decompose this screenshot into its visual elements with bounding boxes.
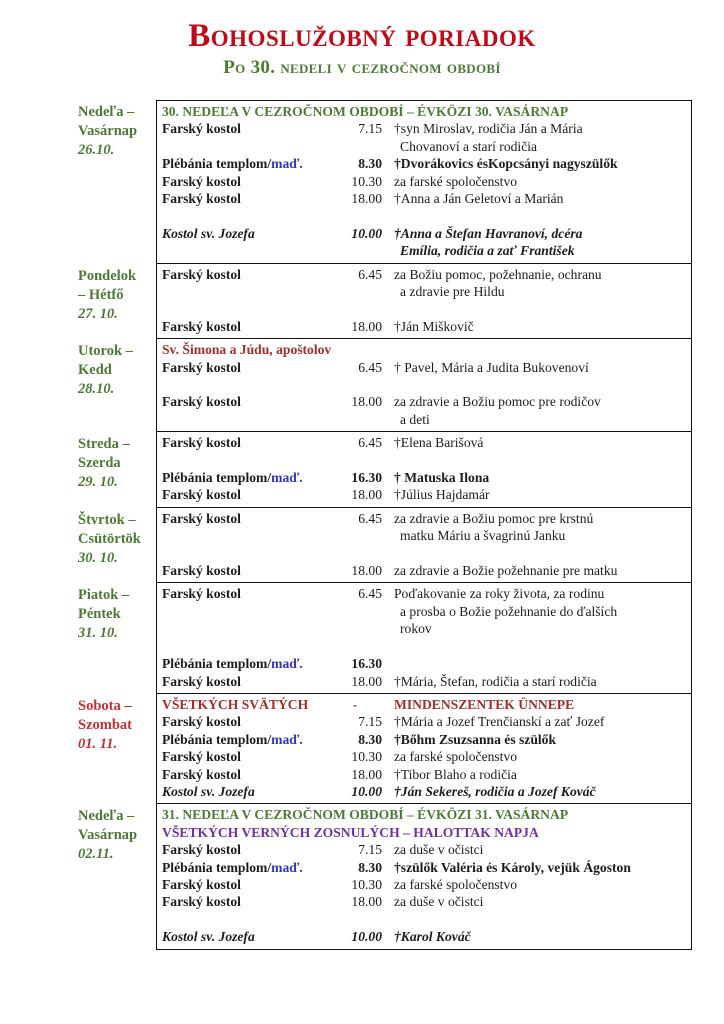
intention-line: rokov — [400, 621, 432, 637]
day-date: 01. 11. — [78, 735, 118, 752]
church-name-text: Kostol sv. Jozefa — [162, 225, 255, 241]
day-label — [76, 694, 156, 804]
intention-line: za farské spoločenstvo — [394, 173, 518, 189]
mass-intention — [382, 841, 686, 858]
intention-line: †Ján Miškovič — [394, 318, 474, 334]
mass-time: 10.00 — [351, 225, 382, 241]
church-name — [162, 928, 328, 945]
day-name: Szerda — [78, 455, 121, 472]
section-banner: VŠETKÝCH VERNÝCH ZOSNULÝCH – HALOTTAK NAPJA — [162, 824, 539, 840]
intention-line: Poďakovanie za roky života, za rodinu — [394, 586, 605, 602]
feast-dash: - — [352, 696, 358, 712]
mass-intention — [382, 673, 686, 690]
schedule-section — [76, 339, 692, 432]
day-name: Vasárnap — [78, 827, 138, 844]
mass-row — [162, 748, 686, 765]
church-name — [162, 393, 328, 428]
mass-row — [162, 859, 686, 876]
intention-line: za duše v očistci — [394, 894, 484, 910]
intention-line: za farské spoločenstvo — [394, 749, 518, 765]
mass-row — [162, 766, 686, 783]
mass-row — [162, 190, 686, 207]
page-title: Bohoslužobný poriadok — [188, 18, 536, 54]
mass-row — [162, 318, 686, 335]
mass-time: 6.45 — [358, 586, 382, 602]
section-banner: Sv. Šimona a Júdu, apoštolov — [162, 342, 332, 358]
day-name: Štvrtok – — [78, 511, 136, 528]
day-name: Szombat — [78, 716, 132, 733]
schedule-section — [76, 264, 692, 340]
intention-line: za zdravie a Božiu pomoc pre rodičov — [394, 394, 601, 410]
day-label — [76, 508, 156, 584]
church-name — [162, 155, 328, 172]
mass-intention — [382, 155, 686, 172]
church-name — [162, 225, 328, 260]
mass-time: 7.15 — [358, 842, 382, 858]
intention-line: †Ján Sekereš, rodičia a Jozef Kováč — [394, 783, 596, 799]
mass-row — [162, 893, 686, 910]
church-name — [162, 510, 328, 545]
day-mass-box — [156, 339, 692, 432]
mass-row — [162, 928, 686, 945]
mass-intention — [382, 731, 686, 748]
section-banner: 31. NEDEĽA V CEZROČNOM OBDOBÍ – ÉVKÖZI 31. VASÁRNAP — [162, 807, 569, 823]
intention-line: matku Máriu a švagrinú Janku — [400, 528, 566, 544]
mass-time: 6.45 — [358, 435, 382, 451]
day-label — [76, 432, 156, 508]
feast-banner — [162, 696, 686, 713]
church-name — [162, 673, 328, 690]
church-name-text: Kostol sv. Jozefa — [162, 929, 255, 945]
day-name: Nedeľa – — [78, 104, 135, 120]
mass-row — [162, 486, 686, 503]
mass-time: 6.45 — [358, 510, 382, 526]
mass-intention — [382, 359, 686, 376]
day-date: 27. 10. — [78, 305, 118, 322]
day-name: – Hétfő — [78, 286, 124, 303]
church-name — [162, 190, 328, 207]
mass-time: 8.30 — [358, 859, 382, 875]
church-name-text: Farský kostol — [162, 266, 241, 282]
mass-time: 18.00 — [351, 191, 382, 207]
mass-time: 16.30 — [351, 656, 382, 672]
mass-intention — [382, 893, 686, 910]
mass-row — [162, 359, 686, 376]
intention-line: † Pavel, Mária a Judita Bukovenoví — [394, 359, 589, 375]
mass-time: 18.00 — [351, 766, 382, 782]
row-spacer — [162, 376, 686, 393]
church-name-text: Farský kostol — [162, 318, 241, 334]
church-name-text: Farský kostol — [162, 749, 241, 765]
schedule-section — [76, 804, 692, 949]
mass-intention — [382, 434, 686, 451]
mass-intention — [382, 225, 686, 260]
day-name: Piatok – — [78, 587, 130, 604]
day-name: Pondelok — [78, 267, 137, 284]
mass-row — [162, 155, 686, 172]
church-name-text: Farský kostol — [162, 766, 241, 782]
church-name — [162, 318, 328, 335]
row-spacer — [162, 911, 686, 928]
intention-line: †Bőhm Zsuzsanna és szülők — [394, 731, 557, 747]
mass-intention — [382, 120, 686, 155]
intention-line: †Mária a Jozef Trenčianskí a zať Jozef — [394, 714, 605, 730]
church-name-text: Farský kostol — [162, 876, 241, 892]
mass-time: 16.30 — [351, 470, 382, 486]
row-spacer — [162, 300, 686, 317]
church-name — [162, 893, 328, 910]
hungarian-language-label: maď. — [271, 859, 303, 875]
day-mass-box — [156, 508, 692, 584]
day-label — [76, 804, 156, 949]
intention-line: †syn Miroslav, rodičia Ján a Mária — [394, 121, 583, 137]
church-name-text: Farský kostol — [162, 121, 241, 137]
mass-intention — [382, 510, 686, 545]
church-name — [162, 266, 328, 301]
intention-line: Chovanoví a starí rodičia — [400, 138, 538, 154]
day-label — [76, 583, 156, 693]
schedule-table — [76, 100, 692, 950]
intention-line: za duše v očistci — [394, 842, 484, 858]
mass-intention — [382, 859, 686, 876]
day-name: Streda – — [78, 436, 130, 453]
church-name-text: Plébánia templom/ — [162, 470, 272, 486]
mass-intention — [382, 748, 686, 765]
intention-line: †Dvorákovics ésKopcsányi nagyszülők — [394, 156, 618, 172]
mass-row — [162, 225, 686, 260]
hungarian-language-label: maď. — [271, 656, 303, 672]
mass-row — [162, 510, 686, 545]
page-subtitle: Po 30. nedeli v cezročnom období — [223, 57, 501, 78]
day-name: Csütörtök — [78, 530, 141, 547]
mass-time: 8.30 — [358, 731, 382, 747]
row-spacer — [162, 452, 686, 469]
hungarian-language-label: maď. — [271, 470, 303, 486]
intention-line: a zdravie pre Hildu — [400, 284, 505, 300]
row-spacer — [162, 545, 686, 562]
mass-intention — [382, 928, 686, 945]
mass-time: 18.00 — [351, 673, 382, 689]
mass-intention — [382, 486, 686, 503]
mass-row — [162, 469, 686, 486]
mass-intention — [382, 266, 686, 301]
church-name-text: Farský kostol — [162, 714, 241, 730]
church-name — [162, 585, 328, 637]
mass-time: 10.30 — [351, 749, 382, 765]
church-name — [162, 841, 328, 858]
church-name-text: Farský kostol — [162, 673, 241, 689]
mass-intention — [382, 318, 686, 335]
intention-line: †Karol Kováč — [394, 929, 471, 945]
church-name — [162, 748, 328, 765]
mass-intention — [382, 655, 686, 672]
church-name — [162, 469, 328, 486]
church-name-text: Farský kostol — [162, 191, 241, 207]
day-name: Utorok – — [78, 343, 133, 360]
intention-line: † Matuska Ilona — [394, 470, 490, 486]
day-label — [76, 264, 156, 340]
church-name — [162, 859, 328, 876]
day-mass-box — [156, 583, 692, 693]
church-name-text: Farský kostol — [162, 173, 241, 189]
mass-time: 10.30 — [351, 173, 382, 189]
schedule-section — [76, 508, 692, 584]
church-name-text: Plébánia templom/ — [162, 156, 272, 172]
mass-row — [162, 841, 686, 858]
mass-row — [162, 713, 686, 730]
hungarian-language-label: maď. — [271, 731, 303, 747]
intention-line: †Július Hajdamár — [394, 487, 490, 503]
mass-time: 10.30 — [351, 876, 382, 892]
day-date: 28.10. — [78, 381, 115, 398]
day-label — [76, 339, 156, 432]
mass-intention — [382, 190, 686, 207]
church-name-text: Farský kostol — [162, 894, 241, 910]
mass-intention — [382, 713, 686, 730]
row-spacer — [162, 207, 686, 224]
mass-time: 6.45 — [358, 266, 382, 282]
mass-row — [162, 173, 686, 190]
day-name: Péntek — [78, 606, 121, 623]
day-mass-box — [156, 804, 692, 949]
day-mass-box — [156, 694, 692, 804]
mass-time: 10.00 — [351, 783, 382, 799]
mass-row — [162, 673, 686, 690]
church-name-text: Farský kostol — [162, 359, 241, 375]
day-date: 29. 10. — [78, 474, 118, 491]
intention-line: †Tibor Blaho a rodičia — [394, 766, 517, 782]
mass-intention — [382, 585, 686, 637]
mass-intention — [382, 173, 686, 190]
mass-time: 18.00 — [351, 318, 382, 334]
mass-intention — [382, 783, 686, 800]
intention-line: za farské spoločenstvo — [394, 876, 518, 892]
intention-line: za Božiu pomoc, požehnanie, ochranu — [394, 266, 602, 282]
intention-line: †Mária, Štefan, rodičia a starí rodičia — [394, 673, 597, 689]
church-name-text: Farský kostol — [162, 435, 241, 451]
church-name-text: Plébánia templom/ — [162, 656, 272, 672]
day-mass-box — [156, 432, 692, 508]
church-name — [162, 731, 328, 748]
schedule-section — [76, 583, 692, 693]
intention-line: †Anna a Štefan Havranoví, dcéra — [394, 225, 583, 241]
church-name-text: Farský kostol — [162, 394, 241, 410]
church-name-text: Farský kostol — [162, 510, 241, 526]
church-name-text: Plébánia templom/ — [162, 859, 272, 875]
mass-time: 7.15 — [358, 121, 382, 137]
mass-intention — [382, 469, 686, 486]
day-name: Kedd — [78, 362, 112, 379]
day-mass-box — [156, 100, 692, 264]
church-name — [162, 766, 328, 783]
intention-line: za zdravie a Božiu pomoc pre krstnú — [394, 510, 594, 526]
church-name — [162, 173, 328, 190]
church-name — [162, 655, 328, 672]
mass-row — [162, 120, 686, 155]
church-name — [162, 120, 328, 155]
intention-line: a prosba o Božie požehnanie do ďalších — [400, 603, 618, 619]
mass-row — [162, 783, 686, 800]
mass-intention — [382, 766, 686, 783]
mass-row — [162, 393, 686, 428]
row-spacer — [162, 638, 686, 655]
church-name — [162, 562, 328, 579]
intention-line: †Elena Barišová — [394, 435, 484, 451]
day-date: 26.10. — [78, 142, 115, 158]
schedule-section — [76, 694, 692, 804]
church-name — [162, 359, 328, 376]
mass-time: 10.00 — [351, 929, 382, 945]
intention-line: †Anna a Ján Geletoví a Marián — [394, 191, 564, 207]
mass-row — [162, 876, 686, 893]
mass-intention — [382, 393, 686, 428]
section-banner: 30. NEDEĽA V CEZROČNOM OBDOBÍ – ÉVKÖZI 30. VASÁRNAP — [162, 104, 569, 119]
church-name — [162, 783, 328, 800]
day-date: 02.11. — [78, 846, 114, 863]
day-name: Vasárnap — [78, 123, 138, 139]
mass-intention — [382, 562, 686, 579]
church-name-text: Farský kostol — [162, 586, 241, 602]
mass-row — [162, 655, 686, 672]
mass-time: 8.30 — [358, 156, 382, 172]
mass-row — [162, 585, 686, 637]
day-name: Nedeľa – — [78, 808, 135, 825]
church-name-text: Kostol sv. Jozefa — [162, 783, 255, 799]
mass-row — [162, 266, 686, 301]
intention-line: †szülők Valéria és Károly, vejük Ágoston — [394, 859, 631, 875]
day-date: 30. 10. — [78, 549, 118, 566]
day-label — [76, 100, 156, 264]
intention-line: a deti — [400, 411, 430, 427]
mass-time: 18.00 — [351, 394, 382, 410]
mass-time: 18.00 — [351, 894, 382, 910]
mass-row — [162, 434, 686, 451]
schedule-section — [76, 432, 692, 508]
mass-time: 7.15 — [358, 714, 382, 730]
intention-line: Emília, rodičia a zať František — [400, 243, 575, 259]
church-name-text: Farský kostol — [162, 842, 241, 858]
feast-name-hu: MINDENSZENTEK ÜNNEPE — [394, 696, 575, 712]
mass-time: 6.45 — [358, 359, 382, 375]
church-name — [162, 876, 328, 893]
mass-intention — [382, 876, 686, 893]
hungarian-language-label: maď. — [271, 156, 303, 172]
day-mass-box — [156, 264, 692, 340]
day-name: Sobota – — [78, 697, 132, 714]
mass-row — [162, 731, 686, 748]
mass-time: 18.00 — [351, 487, 382, 503]
feast-name-sk: VŠETKÝCH SVÄTÝCH — [162, 696, 309, 712]
mass-row — [162, 562, 686, 579]
schedule-section — [76, 100, 692, 264]
church-name-text: Plébánia templom/ — [162, 731, 272, 747]
mass-time: 18.00 — [351, 563, 382, 579]
church-name — [162, 713, 328, 730]
church-name-text: Farský kostol — [162, 563, 241, 579]
intention-line: za zdravie a Božie požehnanie pre matku — [394, 563, 618, 579]
church-name — [162, 486, 328, 503]
church-name — [162, 434, 328, 451]
day-date: 31. 10. — [78, 625, 118, 642]
church-name-text: Farský kostol — [162, 487, 241, 503]
